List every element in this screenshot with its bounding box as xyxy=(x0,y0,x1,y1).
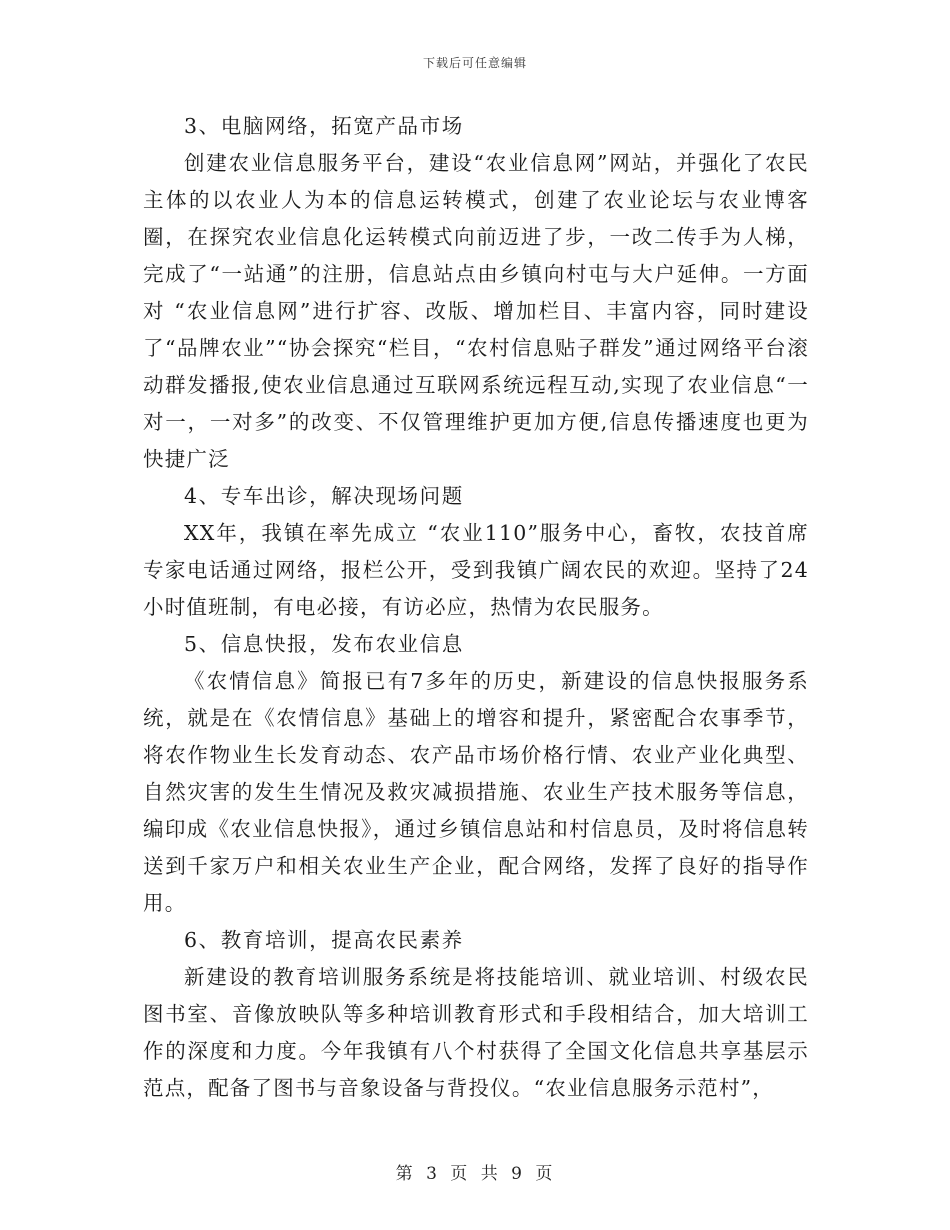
section-heading-4: 4、专车出诊，解决现场问题 xyxy=(184,484,464,508)
page-number: 第 3 页 共 9 页 xyxy=(395,1164,555,1184)
document-body xyxy=(143,108,809,1107)
page-header-note: 下载后可任意编辑 xyxy=(422,56,527,70)
section-heading-6: 6、教育培训，提高农民素养 xyxy=(184,928,464,952)
section-paragraph-4: XX年，我镇在率先成立 “农业110”服务中心，畜牧，农技首席专家电话通过网络，报栏公开，受到我镇广阔农民的欢迎。坚持了24小时值班制，有电必接，有访必应，热情为农民服务。 xyxy=(143,521,809,619)
section-paragraph-5: 《农情信息》简报已有7多年的历史，新建设的信息快报服务系统，就是在《农情信息》基础上的增容和提升，紧密配合农事季节，将农作物业生长发育动态、农产品市场价格行情、农业产业化典型、自然灾害的发生生情况及救灾减损措施、农业生产技术服务等信息，编印成《农业信息快报》，通过乡镇信息站和村信息员，及时将信息转送到千家万户和相关农业生产企业，配合网络，发挥了良好的指导作用。 xyxy=(143,669,809,915)
section-paragraph-6: 新建设的教育培训服务系统是将技能培训、就业培训、村级农民图书室、音像放映队等多种培训教育形式和手段相结合，加大培训工作的深度和力度。今年我镇有八个村获得了全国文化信息共享基层示范点，配备了图书与音象设备与背投仪。“农业信息服务示范村”， xyxy=(143,965,809,1100)
section-paragraph-3: 创建农业信息服务平台，建设“农业信息网”网站，并强化了农民主体的以农业人为本的信息运转模式，创建了农业论坛与农业博客圈，在探究农业信息化运转模式向前迈进了步，一改二传手为人梯，完成了“一站通”的注册，信息站点由乡镇向村屯与大户延伸。一方面对 “农业信息网”进行扩容、改版、增加栏目、丰富内容，同时建设了“品牌农业”“协会探究“栏目，“农村信息贴子群发”通过网络平台滚动群发播报,使农业信息通过互联网系统远程互动,实现了农业信息“一对一，一对多”的改变、不仅管理维护更加方便,信息传播速度也更为快捷广泛 xyxy=(143,151,809,471)
section-heading-5: 5、信息快报，发布农业信息 xyxy=(184,632,464,656)
section-heading-3: 3、电脑网络，拓宽产品市场 xyxy=(184,114,464,138)
